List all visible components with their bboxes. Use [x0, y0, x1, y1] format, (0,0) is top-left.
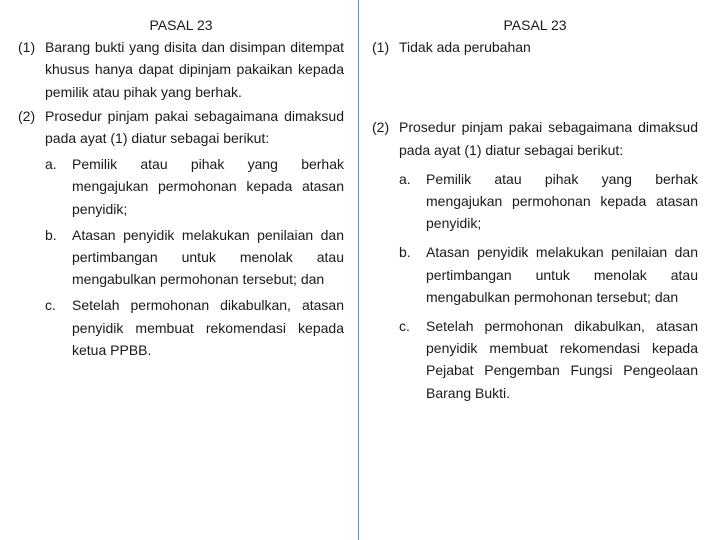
left-article-title: PASAL 23 — [149, 17, 213, 33]
left-clause-2-body — [45, 105, 344, 361]
right-column — [372, 14, 698, 404]
left-subclause-a — [45, 153, 344, 220]
right-subclause-b-letter: b. — [399, 244, 411, 261]
right-subclause-b-text: Atasan penyidik melakukan penilaian dan pertimbangan untuk menolak atau mengabulkan permohonan tersebut; dan — [426, 244, 698, 305]
right-clause-2 — [372, 116, 698, 403]
left-subclause-c-letter: c. — [45, 297, 56, 314]
right-clause-1 — [372, 36, 698, 58]
left-clause-1-number: (1) — [18, 39, 36, 56]
right-subclause-a — [399, 168, 698, 235]
right-subclause-b — [399, 241, 698, 308]
left-subclause-c-text: Setelah permohonan dikabulkan, atasan penyidik membuat rekomendasi kepada ketua PPBB. — [72, 297, 344, 358]
right-subclause-c-letter: c. — [399, 318, 410, 335]
right-clause-1-text: Tidak ada perubahan — [399, 39, 531, 56]
column-divider — [358, 0, 359, 540]
left-subclause-b-letter: b. — [45, 226, 57, 243]
right-subclause-a-letter: a. — [399, 170, 411, 187]
right-clause-2-body — [399, 116, 698, 403]
right-clause-1-number: (1) — [372, 39, 390, 56]
right-subclause-a-text: Pemilik atau pihak yang berhak mengajukan permohonan kepada atasan penyidik; — [426, 170, 698, 232]
right-clause-2-text: Prosedur pinjam pakai sebagaimana dimaksud pada ayat (1) diatur sebagai berikut: — [399, 119, 698, 158]
left-subclause-b — [45, 224, 344, 291]
right-subclause-c-text: Setelah permohonan dikabulkan, atasan penyidik membuat rekomendasi kepada Pejabat Pengemban Fungsi Pengeolaan Barang Bukti. — [426, 318, 698, 401]
left-clause-1-text: Barang bukti yang disita dan disimpan ditempat khusus hanya dapat dipinjam pakaikan kepada pemilik atau pihak yang berhak. — [45, 39, 344, 100]
left-clause-2-text: Prosedur pinjam pakai sebagaimana dimaksud pada ayat (1) diatur sebagai berikut: — [45, 107, 344, 147]
left-subclause-a-letter: a. — [45, 156, 57, 173]
left-column — [18, 14, 344, 361]
left-subclause-c — [45, 294, 344, 361]
right-article-title: PASAL 23 — [503, 17, 567, 33]
left-subclause-a-text: Pemilik atau pihak yang berhak mengajukan permohonan kepada atasan penyidik; — [72, 156, 344, 217]
left-clause-2 — [18, 105, 344, 361]
left-subclause-b-text: Atasan penyidik melakukan penilaian dan pertimbangan untuk menolak atau mengabulkan permohonan tersebut; dan — [72, 226, 344, 288]
right-subclause-c — [399, 315, 698, 404]
right-clause-2-number: (2) — [372, 119, 390, 136]
left-clause-1 — [18, 36, 344, 103]
left-clause-2-number: (2) — [18, 107, 36, 124]
